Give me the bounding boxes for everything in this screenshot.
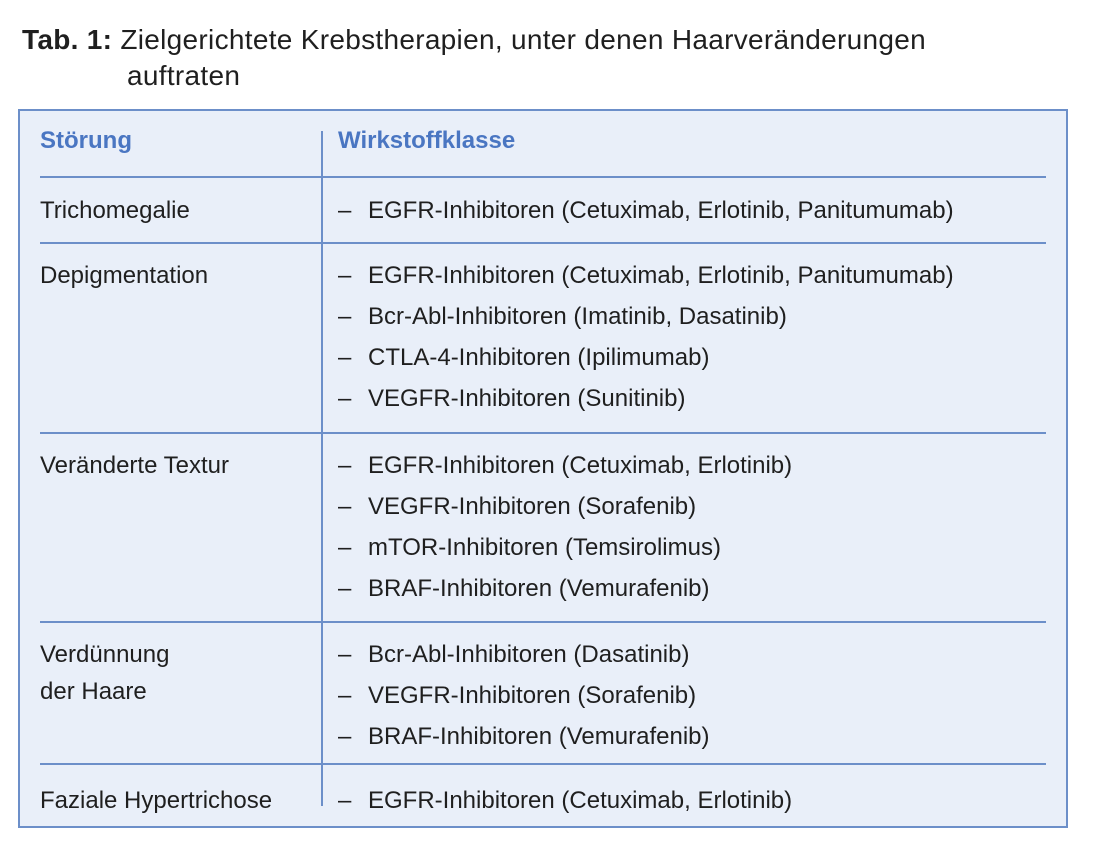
drug-class-item: – VEGFR-Inhibitoren (Sorafenib) bbox=[338, 488, 1048, 529]
therapy-table bbox=[18, 109, 1068, 828]
row-divider bbox=[40, 432, 1046, 434]
caption-text-line2: auftraten bbox=[127, 60, 241, 91]
bullet-dash: – bbox=[338, 493, 352, 520]
table-row-disorder bbox=[40, 192, 315, 229]
bullet-dash: – bbox=[338, 682, 352, 709]
caption-text-line1: Zielgerichtete Krebstherapien, unter denen Haarveränderungen bbox=[120, 24, 926, 55]
bullet-dash: – bbox=[338, 385, 352, 412]
disorder-label: Depigmentation bbox=[40, 262, 209, 289]
drug-class-item: – VEGFR-Inhibitoren (Sorafenib) bbox=[338, 677, 1048, 718]
drug-class-item: – BRAF-Inhibitoren (Vemurafenib) bbox=[338, 570, 1048, 611]
disorder-label-line1: Verdünnung bbox=[40, 641, 170, 668]
header-drug-class: Wirkstoffklasse bbox=[338, 127, 516, 154]
disorder-label: Trichomegalie bbox=[40, 197, 190, 224]
bullet-dash: – bbox=[338, 641, 352, 668]
bullet-dash: – bbox=[338, 575, 352, 602]
table-row-disorder bbox=[40, 636, 315, 710]
caption-label: Tab. 1: bbox=[22, 24, 113, 55]
disorder-label: Faziale Hypertrichose bbox=[40, 787, 273, 814]
disorder-label: Veränderte Textur bbox=[40, 452, 230, 479]
drug-class-item: – Bcr-Abl-Inhibitoren (Imatinib, Dasatinib) bbox=[338, 298, 1048, 339]
bullet-dash: – bbox=[338, 723, 352, 750]
bullet-dash: – bbox=[338, 787, 352, 814]
table-row-classes bbox=[338, 257, 1048, 421]
bullet-dash: – bbox=[338, 303, 352, 330]
drug-class-item: – EGFR-Inhibitoren (Cetuximab, Erlotinib) bbox=[338, 782, 1048, 823]
drug-class-item: – EGFR-Inhibitoren (Cetuximab, Erlotinib, Panitumumab) bbox=[338, 257, 1048, 298]
drug-class-item: – VEGFR-Inhibitoren (Sunitinib) bbox=[338, 380, 1048, 421]
drug-class-item: – BRAF-Inhibitoren (Vemurafenib) bbox=[338, 718, 1048, 759]
drug-class-item: – EGFR-Inhibitoren (Cetuximab, Erlotinib) bbox=[338, 447, 1048, 488]
header-disorder: Störung bbox=[40, 127, 132, 154]
drug-class-item: – mTOR-Inhibitoren (Temsirolimus) bbox=[338, 529, 1048, 570]
table-row-disorder bbox=[40, 447, 315, 484]
table-row-classes bbox=[338, 782, 1048, 823]
disorder-label-line2: der Haare bbox=[40, 678, 147, 705]
bullet-dash: – bbox=[338, 534, 352, 561]
table-row-classes bbox=[338, 192, 1048, 233]
table-caption bbox=[22, 22, 1082, 94]
drug-class-item: – Bcr-Abl-Inhibitoren (Dasatinib) bbox=[338, 636, 1048, 677]
bullet-dash: – bbox=[338, 452, 352, 479]
column-divider bbox=[321, 131, 323, 806]
bullet-dash: – bbox=[338, 344, 352, 371]
row-divider bbox=[40, 763, 1046, 765]
bullet-dash: – bbox=[338, 197, 352, 224]
bullet-dash: – bbox=[338, 262, 352, 289]
table-row-classes bbox=[338, 636, 1048, 759]
table-row-disorder bbox=[40, 782, 315, 819]
row-divider bbox=[40, 176, 1046, 178]
table-row-classes bbox=[338, 447, 1048, 611]
row-divider bbox=[40, 242, 1046, 244]
drug-class-item: – EGFR-Inhibitoren (Cetuximab, Erlotinib, Panitumumab) bbox=[338, 192, 1048, 233]
table-row-disorder bbox=[40, 257, 315, 294]
drug-class-item: – CTLA-4-Inhibitoren (Ipilimumab) bbox=[338, 339, 1048, 380]
row-divider bbox=[40, 621, 1046, 623]
